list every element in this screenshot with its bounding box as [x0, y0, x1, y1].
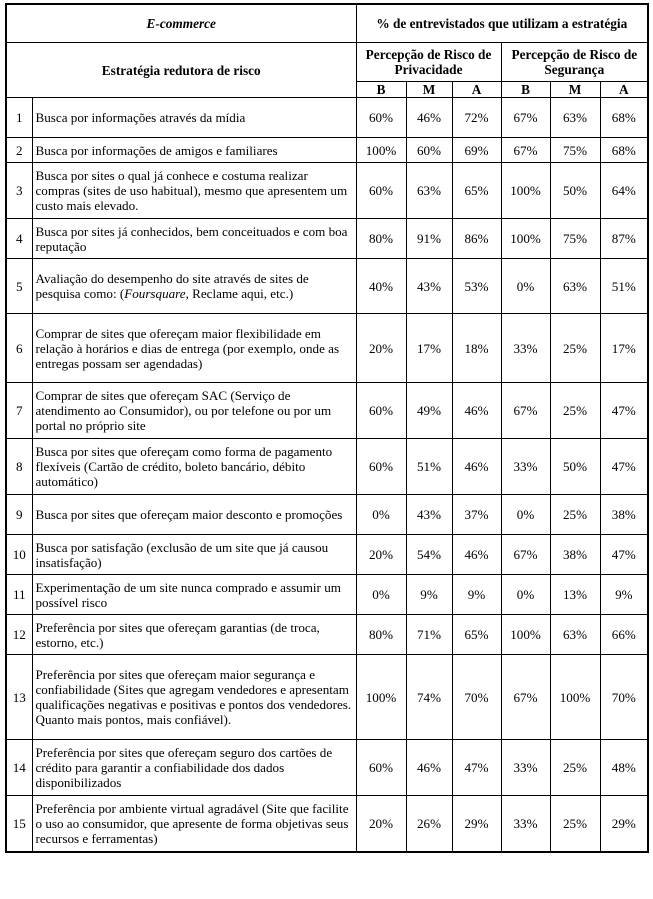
security-low-value: 67%: [501, 655, 550, 740]
level-security-medium: M: [550, 82, 600, 98]
security-high-value: 87%: [600, 219, 648, 259]
row-number: 15: [6, 796, 32, 852]
header-row-2: [6, 43, 648, 82]
security-low-value: 100%: [501, 219, 550, 259]
strategy-description: Busca por satisfação (exclusão de um site que já causou insatisfação): [32, 535, 356, 575]
table-row: [6, 219, 648, 259]
security-medium-value: 75%: [550, 219, 600, 259]
privacy-medium-value: 71%: [406, 615, 452, 655]
privacy-low-value: 100%: [356, 138, 406, 163]
table-row: [6, 138, 648, 163]
table-row: [6, 740, 648, 796]
strategy-description: Comprar de sites que ofereçam maior flexibilidade em relação à horários e dias de entrega (por exemplo, onde as entregas possam ser agendadas): [32, 314, 356, 383]
strategy-description-italic: Foursquare: [124, 286, 186, 301]
strategy-description: Busca por informações de amigos e familiares: [32, 138, 356, 163]
privacy-low-value: 40%: [356, 259, 406, 314]
privacy-low-value: 20%: [356, 535, 406, 575]
security-medium-value: 38%: [550, 535, 600, 575]
strategy-description-part: , Reclame aqui, etc.): [185, 286, 294, 301]
table-row: [6, 796, 648, 852]
security-high-value: 9%: [600, 575, 648, 615]
row-number: 14: [6, 740, 32, 796]
privacy-medium-value: 63%: [406, 163, 452, 219]
privacy-medium-value: 60%: [406, 138, 452, 163]
privacy-high-value: 9%: [452, 575, 501, 615]
strategy-description: Comprar de sites que ofereçam SAC (Serviço de atendimento ao Consumidor), ou por telefone ou por um portal no próprio site: [32, 383, 356, 439]
row-number: 6: [6, 314, 32, 383]
privacy-high-value: 37%: [452, 495, 501, 535]
privacy-medium-value: 49%: [406, 383, 452, 439]
strategy-description: Busca por sites que ofereçam como forma de pagamento flexíveis (Cartão de crédito, boleto bancário, débito automático): [32, 439, 356, 495]
privacy-low-value: 80%: [356, 615, 406, 655]
security-high-value: 47%: [600, 439, 648, 495]
privacy-medium-value: 51%: [406, 439, 452, 495]
security-low-value: 100%: [501, 615, 550, 655]
security-high-value: 38%: [600, 495, 648, 535]
privacy-high-value: 86%: [452, 219, 501, 259]
table-row: [6, 615, 648, 655]
privacy-medium-value: 43%: [406, 259, 452, 314]
security-medium-value: 63%: [550, 615, 600, 655]
security-medium-value: 25%: [550, 383, 600, 439]
row-number: 5: [6, 259, 32, 314]
security-low-value: 67%: [501, 138, 550, 163]
privacy-high-value: 65%: [452, 615, 501, 655]
row-number: 3: [6, 163, 32, 219]
security-medium-value: 100%: [550, 655, 600, 740]
privacy-high-value: 65%: [452, 163, 501, 219]
privacy-medium-value: 46%: [406, 98, 452, 138]
security-medium-value: 50%: [550, 163, 600, 219]
privacy-medium-value: 54%: [406, 535, 452, 575]
strategy-description: Preferência por sites que ofereçam seguro dos cartões de crédito para garantir a confiabilidade dos dados disponibilizados: [32, 740, 356, 796]
security-high-value: 66%: [600, 615, 648, 655]
percent-header: % de entrevistados que utilizam a estratégia: [356, 4, 648, 43]
level-security-high: A: [600, 82, 648, 98]
row-number: 4: [6, 219, 32, 259]
privacy-high-value: 47%: [452, 740, 501, 796]
strategy-description: [32, 259, 356, 314]
security-medium-value: 63%: [550, 98, 600, 138]
row-number: 9: [6, 495, 32, 535]
privacy-low-value: 60%: [356, 383, 406, 439]
strategy-table-container: [5, 3, 649, 853]
security-medium-value: 75%: [550, 138, 600, 163]
ecommerce-header: E-commerce: [6, 4, 356, 43]
strategy-table: [5, 3, 649, 853]
row-number: 13: [6, 655, 32, 740]
level-security-low: B: [501, 82, 550, 98]
security-low-value: 67%: [501, 98, 550, 138]
security-high-value: 51%: [600, 259, 648, 314]
privacy-risk-header: Percepção de Risco de Privacidade: [356, 43, 501, 82]
security-high-value: 17%: [600, 314, 648, 383]
table-row: [6, 383, 648, 439]
security-high-value: 48%: [600, 740, 648, 796]
security-low-value: 67%: [501, 535, 550, 575]
strategy-description: Busca por sites já conhecidos, bem conceituados e com boa reputação: [32, 219, 356, 259]
privacy-medium-value: 43%: [406, 495, 452, 535]
privacy-high-value: 46%: [452, 383, 501, 439]
privacy-low-value: 60%: [356, 163, 406, 219]
privacy-low-value: 60%: [356, 98, 406, 138]
privacy-high-value: 72%: [452, 98, 501, 138]
privacy-medium-value: 91%: [406, 219, 452, 259]
row-number: 10: [6, 535, 32, 575]
table-body: [6, 98, 648, 852]
security-high-value: 29%: [600, 796, 648, 852]
strategy-description: Busca por sites que ofereçam maior desconto e promoções: [32, 495, 356, 535]
table-row: [6, 655, 648, 740]
privacy-low-value: 60%: [356, 439, 406, 495]
security-high-value: 70%: [600, 655, 648, 740]
privacy-high-value: 53%: [452, 259, 501, 314]
row-number: 1: [6, 98, 32, 138]
table-row: [6, 575, 648, 615]
privacy-high-value: 18%: [452, 314, 501, 383]
security-low-value: 33%: [501, 796, 550, 852]
row-number: 7: [6, 383, 32, 439]
table-row: [6, 259, 648, 314]
security-risk-header: Percepção de Risco de Segurança: [501, 43, 648, 82]
row-number: 8: [6, 439, 32, 495]
security-high-value: 68%: [600, 98, 648, 138]
privacy-medium-value: 17%: [406, 314, 452, 383]
security-medium-value: 25%: [550, 740, 600, 796]
security-high-value: 64%: [600, 163, 648, 219]
security-low-value: 33%: [501, 314, 550, 383]
level-privacy-high: A: [452, 82, 501, 98]
privacy-low-value: 0%: [356, 495, 406, 535]
security-low-value: 33%: [501, 439, 550, 495]
strategy-description-part: Avaliação do desempenho do site através de sites de pesquisa como: (: [35, 271, 309, 301]
level-privacy-low: B: [356, 82, 406, 98]
table-row: [6, 495, 648, 535]
privacy-medium-value: 26%: [406, 796, 452, 852]
privacy-low-value: 80%: [356, 219, 406, 259]
table-row: [6, 98, 648, 138]
row-number: 11: [6, 575, 32, 615]
security-medium-value: 13%: [550, 575, 600, 615]
privacy-medium-value: 9%: [406, 575, 452, 615]
privacy-high-value: 46%: [452, 439, 501, 495]
security-low-value: 33%: [501, 740, 550, 796]
table-row: [6, 439, 648, 495]
security-medium-value: 25%: [550, 314, 600, 383]
privacy-medium-value: 74%: [406, 655, 452, 740]
strategy-description: Preferência por ambiente virtual agradável (Site que facilite o uso ao consumidor, que apresente de forma objetivas seus recursos e ferramentas): [32, 796, 356, 852]
security-low-value: 100%: [501, 163, 550, 219]
privacy-high-value: 70%: [452, 655, 501, 740]
security-medium-value: 25%: [550, 796, 600, 852]
security-medium-value: 25%: [550, 495, 600, 535]
table-row: [6, 163, 648, 219]
privacy-medium-value: 46%: [406, 740, 452, 796]
level-privacy-medium: M: [406, 82, 452, 98]
security-high-value: 47%: [600, 383, 648, 439]
security-medium-value: 63%: [550, 259, 600, 314]
security-low-value: 0%: [501, 259, 550, 314]
header-row-1: [6, 4, 648, 43]
strategy-description: Preferência por sites que ofereçam garantias (de troca, estorno, etc.): [32, 615, 356, 655]
privacy-low-value: 60%: [356, 740, 406, 796]
privacy-low-value: 0%: [356, 575, 406, 615]
security-low-value: 0%: [501, 575, 550, 615]
row-number: 12: [6, 615, 32, 655]
privacy-low-value: 100%: [356, 655, 406, 740]
row-number: 2: [6, 138, 32, 163]
strategy-description: Preferência por sites que ofereçam maior segurança e confiabilidade (Sites que agregam vendedores e apresentam qualificações negativas e positivas e pontos dos vendedores. Quanto mais pontos, mais confiável).: [32, 655, 356, 740]
strategy-description: Busca por informações através da mídia: [32, 98, 356, 138]
strategy-description: Experimentação de um site nunca comprado e assumir um possível risco: [32, 575, 356, 615]
strategy-header: Estratégia redutora de risco: [6, 43, 356, 98]
security-low-value: 67%: [501, 383, 550, 439]
privacy-high-value: 29%: [452, 796, 501, 852]
privacy-high-value: 46%: [452, 535, 501, 575]
security-high-value: 68%: [600, 138, 648, 163]
security-high-value: 47%: [600, 535, 648, 575]
strategy-description: Busca por sites o qual já conhece e costuma realizar compras (sites de uso habitual), mesmo que apresentem um custo mais elevado.: [32, 163, 356, 219]
table-row: [6, 314, 648, 383]
table-row: [6, 535, 648, 575]
privacy-low-value: 20%: [356, 314, 406, 383]
privacy-low-value: 20%: [356, 796, 406, 852]
privacy-high-value: 69%: [452, 138, 501, 163]
security-low-value: 0%: [501, 495, 550, 535]
security-medium-value: 50%: [550, 439, 600, 495]
